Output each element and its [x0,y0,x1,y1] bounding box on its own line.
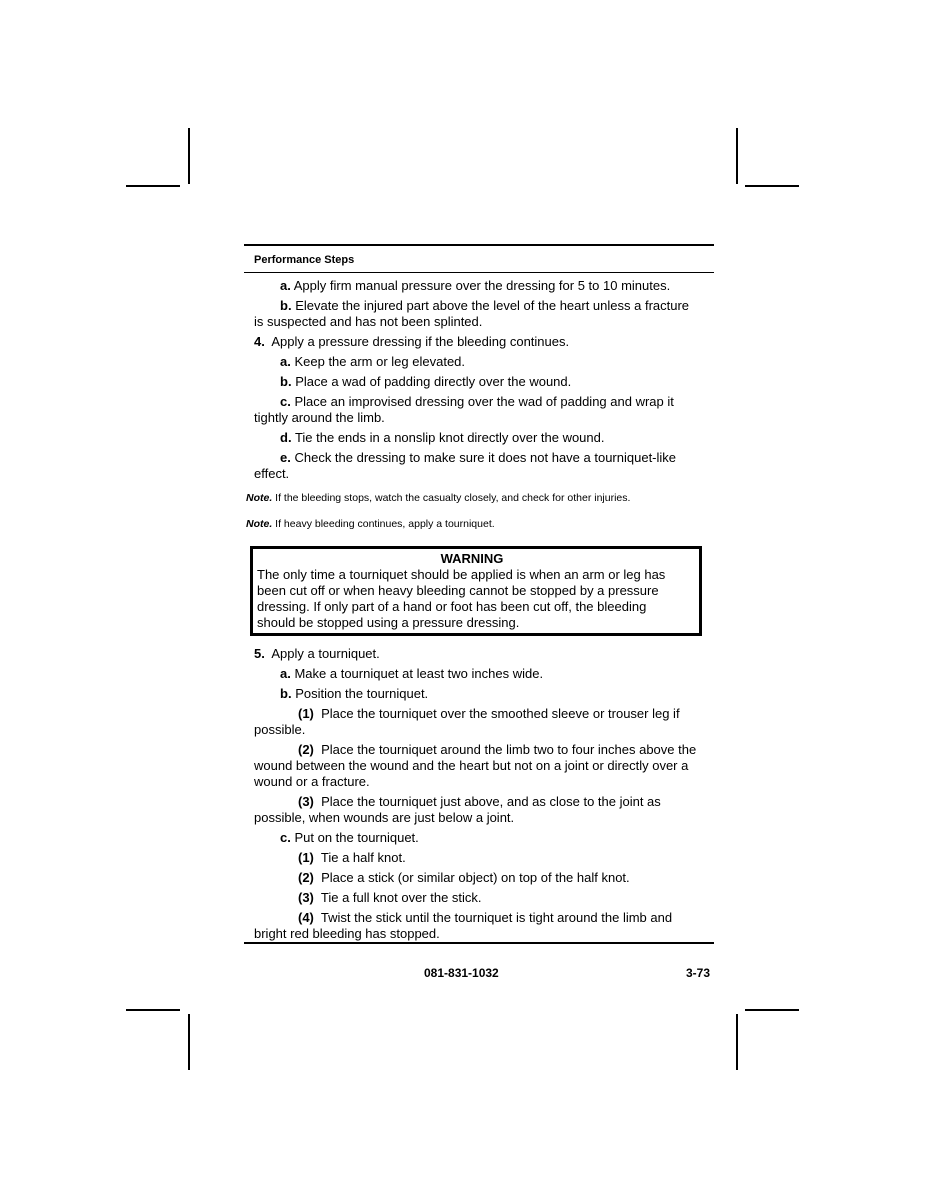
note-bleeding-stops: Note. If the bleeding stops, watch the casualty closely, and check for other injuries. [246,492,631,504]
step-5c-3: (3) Tie a full knot over the stick. [298,890,482,905]
step-4c: c. Place an improvised dressing over the wad of padding and wrap it tightly around the limb. [254,394,674,425]
warning-title: WARNING [440,551,504,566]
crop-mark [126,1009,180,1011]
crop-mark [745,1009,799,1011]
crop-mark [188,128,190,184]
step-5c-4: (4) Twist the stick until the tourniquet is tight around the limb and bright red bleeding has stopped. [254,910,673,941]
step-4a: a. Keep the arm or leg elevated. [280,354,466,369]
section-header: Performance Steps [244,246,714,273]
warning-text: The only time a tourniquet should be applied is when an arm or leg has been cut off or when heavy bleeding cannot be stopped by a pressure dressing. If only part of a hand or foot has been cut off, the bleeding should be stopped using a pressure dressing. [257,567,666,630]
step-3a: a. Apply firm manual pressure over the dressing for 5 to 10 minutes. [280,278,671,293]
step-5b: b. Position the tourniquet. [280,686,429,701]
bottom-rule [244,942,714,944]
step-5a: a. Make a tourniquet at least two inches wide. [280,666,544,681]
crop-mark [736,1014,738,1070]
step-5: 5. Apply a tourniquet. [254,646,380,661]
warning-box [250,546,702,636]
crop-mark [126,185,180,187]
step-5c-2: (2) Place a stick (or similar object) on top of the half knot. [298,870,630,885]
step-5b-3: (3) Place the tourniquet just above, and as close to the joint as possible, when wounds are just below a joint. [254,794,661,825]
crop-mark [188,1014,190,1070]
step-4d: d. Tie the ends in a nonslip knot directly over the wound. [280,430,605,445]
step-5b-1: (1) Place the tourniquet over the smoothed sleeve or trouser leg if possible. [254,706,680,737]
step-3b: b. Elevate the injured part above the level of the heart unless a fracture is suspected and has not been splinted. [254,298,690,329]
step-4: 4. Apply a pressure dressing if the bleeding continues. [254,334,570,349]
crop-mark [745,185,799,187]
note-heavy-bleeding: Note. If heavy bleeding continues, apply a tourniquet. [246,518,495,530]
page-content [244,244,714,944]
step-5b-2: (2) Place the tourniquet around the limb two to four inches above the wound between the wound and the heart but not on a joint or directly over a wound or a fracture. [254,742,697,789]
document-number: 081-831-1032 [424,966,499,980]
step-5c-1: (1) Tie a half knot. [298,850,406,865]
crop-mark [736,128,738,184]
page-number: 3-73 [686,966,711,980]
step-4b: b. Place a wad of padding directly over the wound. [280,374,572,389]
step-5c: c. Put on the tourniquet. [280,830,419,845]
step-4e: e. Check the dressing to make sure it does not have a tourniquet-like effect. [254,450,677,481]
